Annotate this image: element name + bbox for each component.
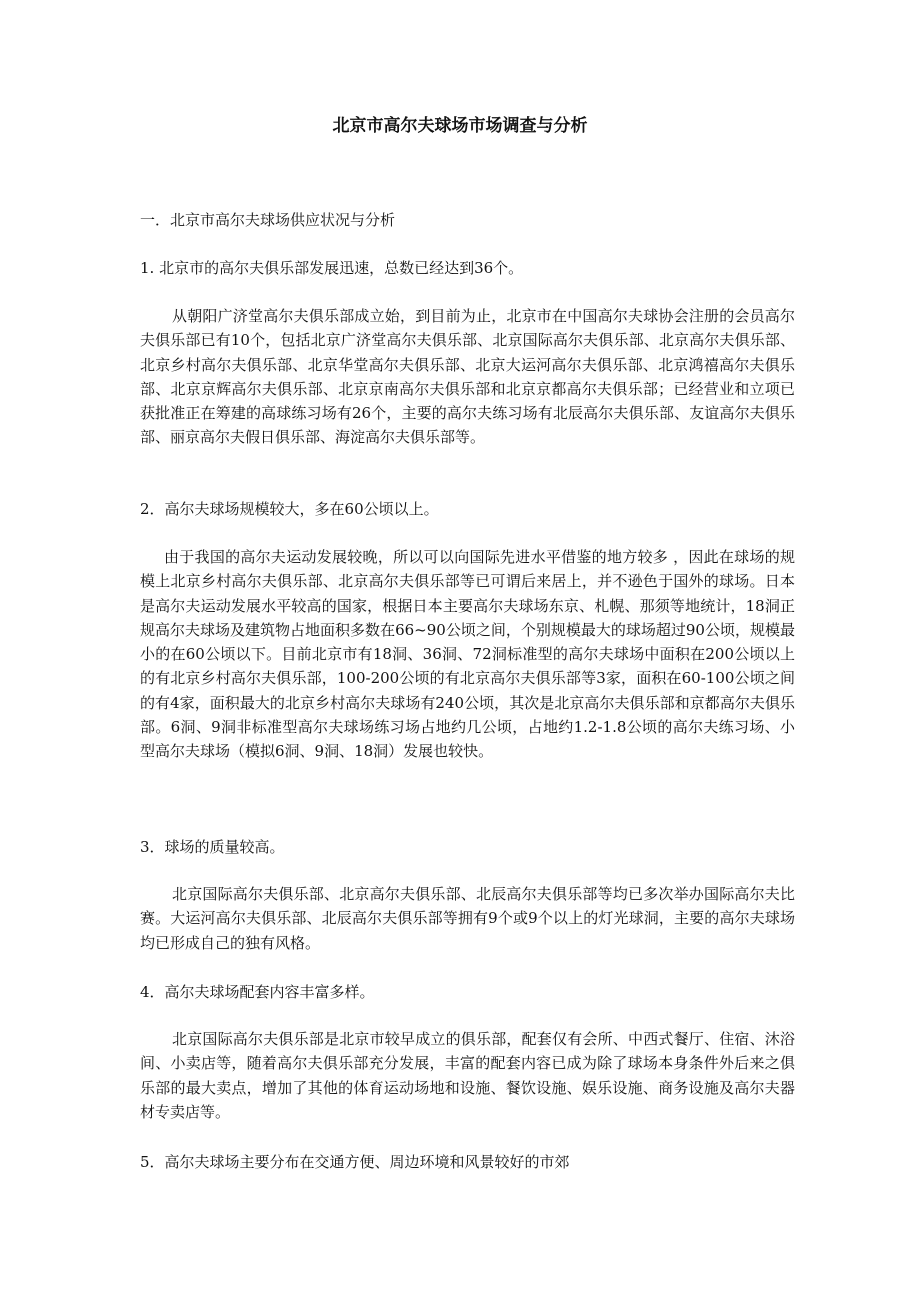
item-body-4: 北京国际高尔夫俱乐部是北京市较早成立的俱乐部，配套仅有会所、中西式餐厅、住宿、沐浴间、小卖店等，随着高尔夫俱乐部充分发展，丰富的配套内容已成为除了球场本身条件外后来之俱乐部的最大卖点，增加了其他的体育运动场地和设施、餐饮设施、娱乐设施、商务设施及高尔夫器材专卖店等。 [140,1030,795,1121]
item-body-2: 由于我国的高尔夫运动发展较晚，所以可以向国际先进水平借鉴的地方较多 ，因此在球场的规模上北京乡村高尔夫俱乐部、北京高尔夫俱乐部等已可谓后来居上，并不逊色于国外的球场。日本是高尔夫运动发展水平较高的国家，根据日本主要高尔夫球场东京、札幌、那须等地统计，18洞正规高尔夫球场及建筑物占地面积多数在66~90公顷之间，个别规模最大的球场超过90公顷，规模最小的在60公顷以下。目前北京市有18洞、36洞、72洞标准型的高尔夫球场中面积在200公顷以上的有北京乡村高尔夫俱乐部，100-200公顷的有北京高尔夫俱乐部等3家，面积在60-100公顷之间的有4家，面积最大的北京乡村高尔夫球场有240公顷，其次是北京高尔夫俱乐部和京都高尔夫俱乐部。6洞、9洞非标准型高尔夫球场练习场占地约几公顷，占地约1.2-1.8公顷的高尔夫练习场、小型高尔夫球场（模拟6洞、9洞、18洞）发展也较快。 [140,548,795,761]
section-heading: 一．北京市高尔夫球场供应状况与分析 [140,211,396,229]
item-heading-5: 5．高尔夫球场主要分布在交通方便、周边环境和风景较好的市郊 [140,1153,570,1171]
item-heading-3: 3．球场的质量较高。 [140,838,285,856]
item-heading-1: 1. 北京市的高尔夫俱乐部发展迅速，总数已经达到36个。 [140,259,524,277]
item-heading-2: 2．高尔夫球场规模较大，多在60公顷以上。 [140,500,439,518]
item-body-1: 从朝阳广济堂高尔夫俱乐部成立始，到目前为止，北京市在中国高尔夫球协会注册的会员高尔夫俱乐部已有10个，包括北京广济堂高尔夫俱乐部、北京国际高尔夫俱乐部、北京高尔夫俱乐部、北京乡村高尔夫俱乐部、北京华堂高尔夫俱乐部、北京大运河高尔夫俱乐部、北京鸿禧高尔夫俱乐部、北京京辉高尔夫俱乐部、北京京南高尔夫俱乐部和北京京都高尔夫俱乐部；已经营业和立项已获批准正在筹建的高球练习场有26个，主要的高尔夫练习场有北辰高尔夫俱乐部、友谊高尔夫俱乐部、丽京高尔夫假日俱乐部、海淀高尔夫俱乐部等。 [140,307,795,447]
document-title: 北京市高尔夫球场市场调查与分析 [332,116,588,136]
item-heading-4: 4．高尔夫球场配套内容丰富多样。 [140,983,375,1001]
item-body-3: 北京国际高尔夫俱乐部、北京高尔夫俱乐部、北辰高尔夫俱乐部等均已多次举办国际高尔夫比赛。大运河高尔夫俱乐部、北辰高尔夫俱乐部等拥有9个或9个以上的灯光球洞，主要的高尔夫球场均已形成自己的独有风格。 [140,885,795,952]
